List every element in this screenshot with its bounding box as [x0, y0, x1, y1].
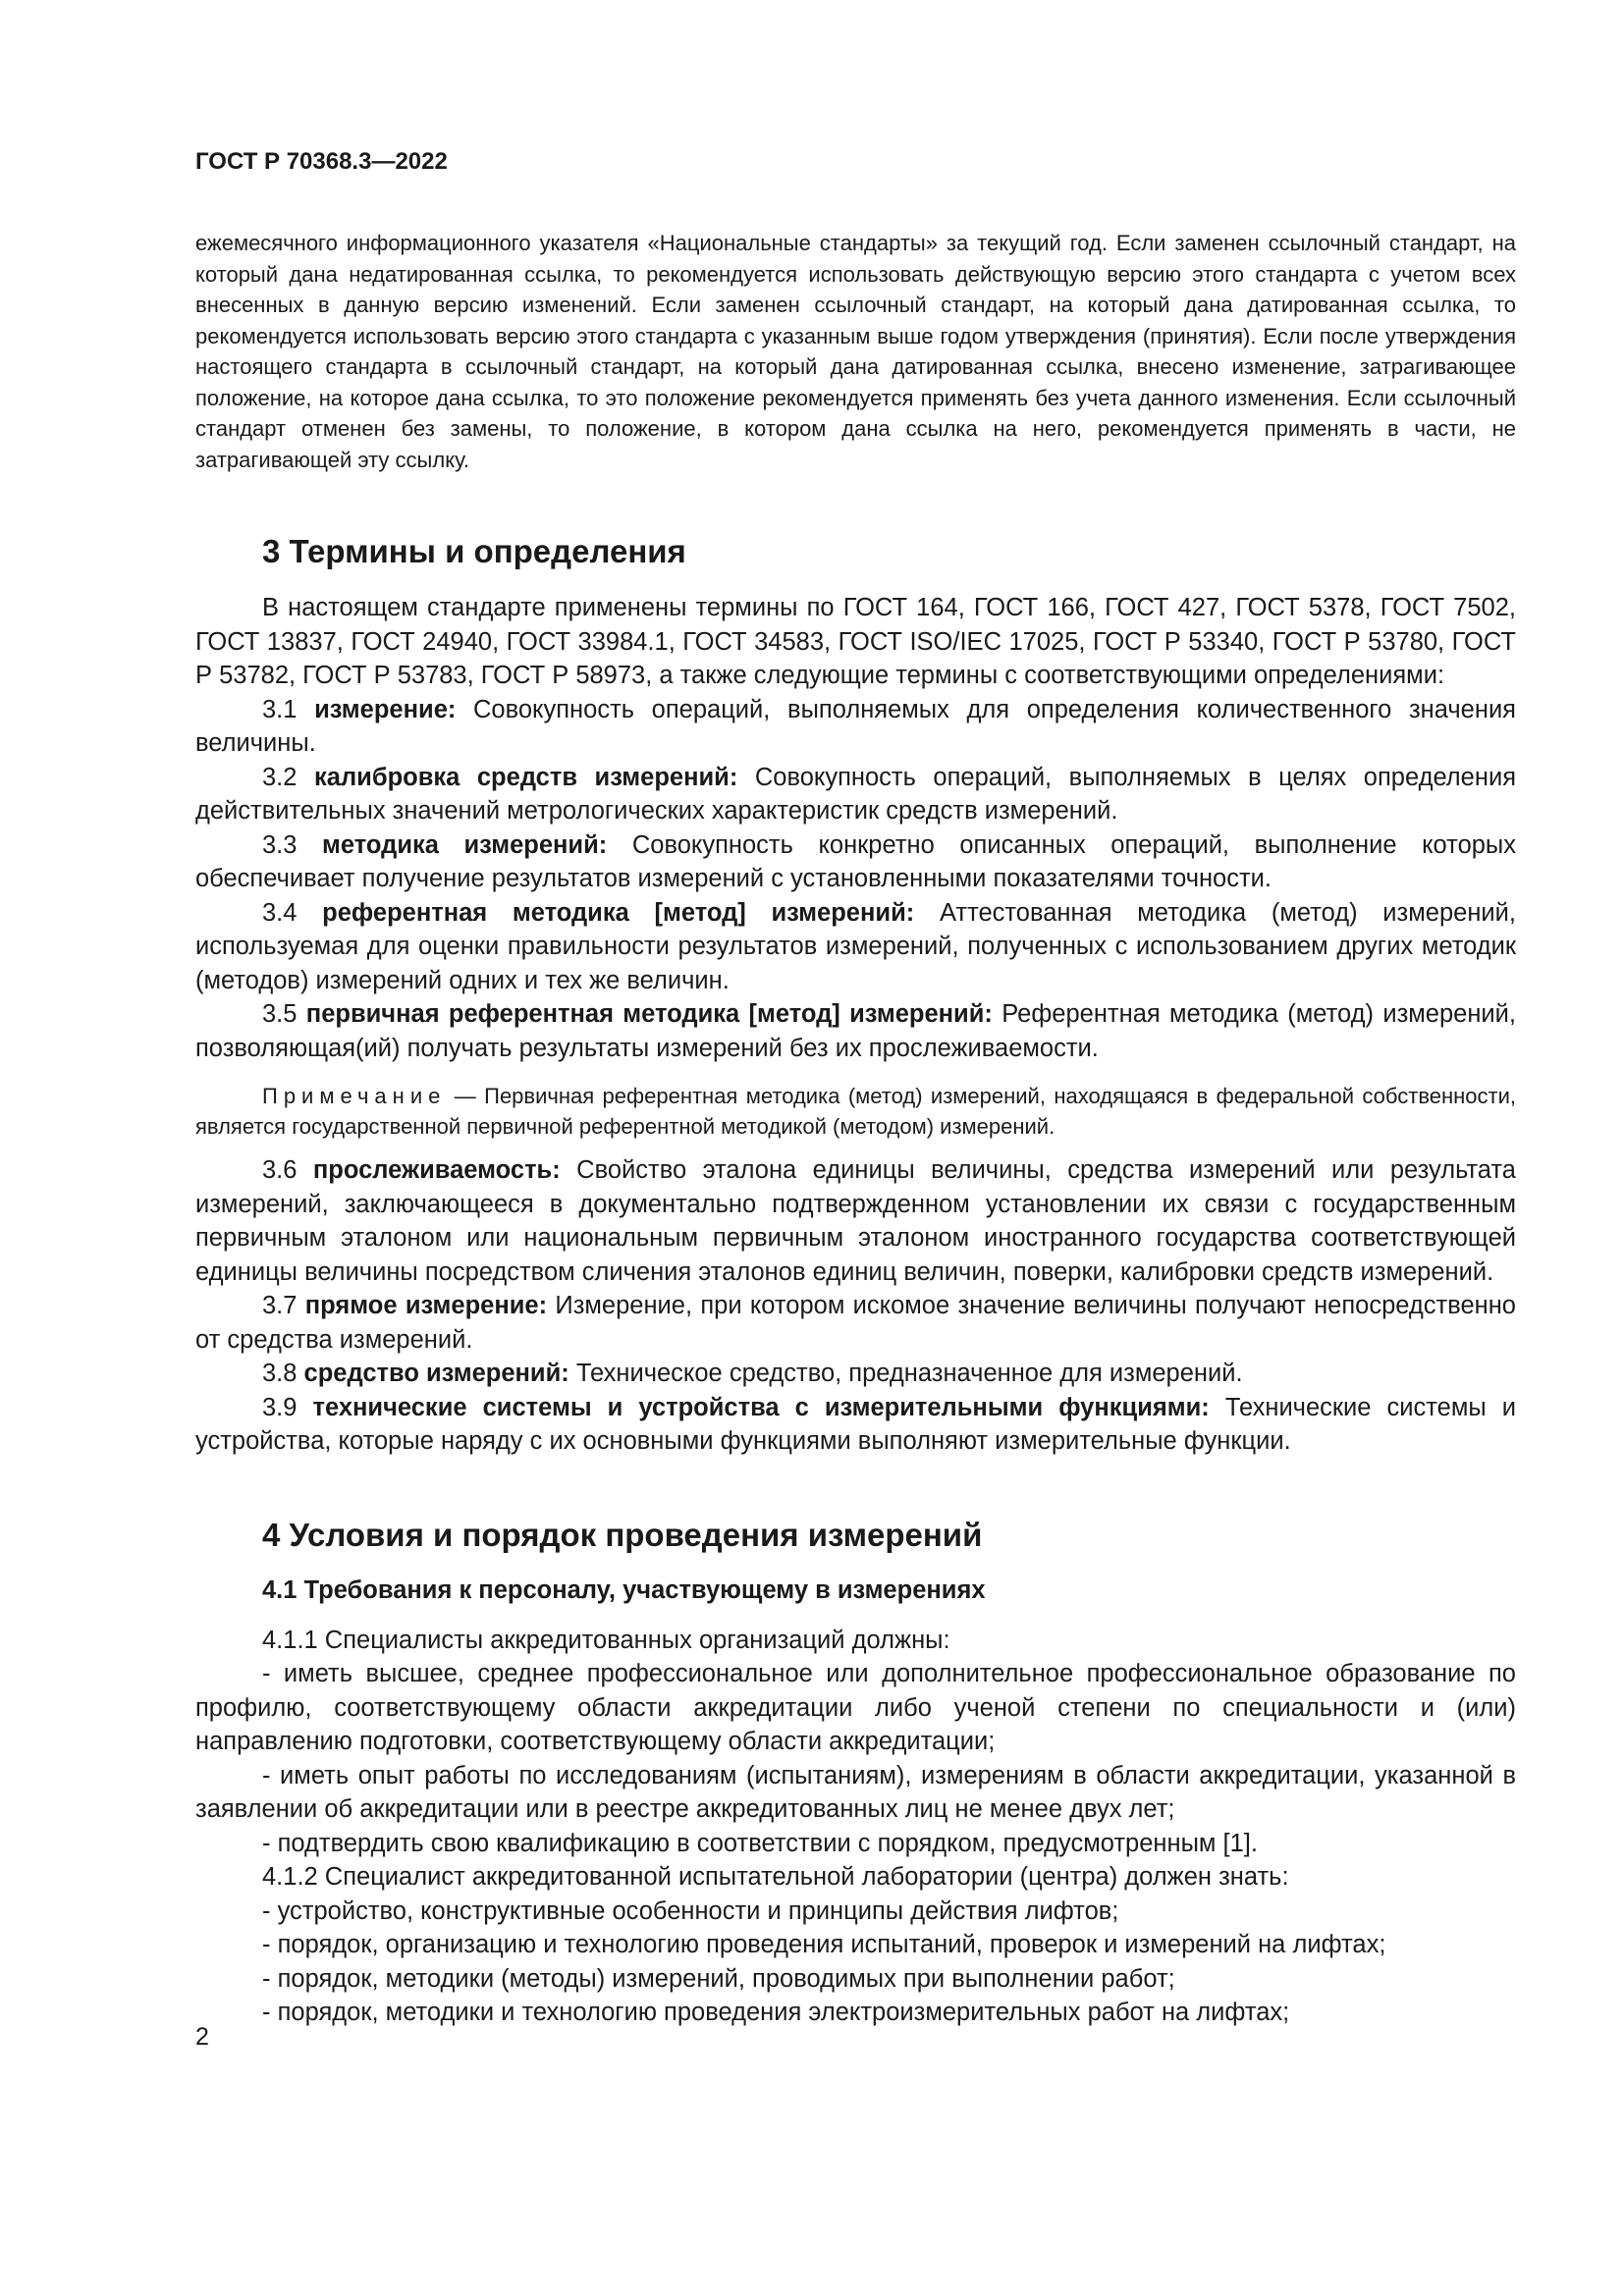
term-number: 3.3 — [262, 830, 298, 859]
term-3-2 — [195, 761, 1516, 828]
term-name: первичная референтная методика [метод] измерений: — [305, 1000, 993, 1028]
term-number: 3.9 — [262, 1393, 298, 1421]
term-3-3 — [195, 828, 1516, 896]
term-3-4 — [195, 896, 1516, 998]
term-definition: Аттестованная методика (метод) измерений, используемая для оценки правильности результатов измерений, полученных с использованием других методик (методов) измерений одних и тех же величин. — [195, 898, 1516, 994]
note-text: — Первичная референтная методика (метод) измерений, находящаяся в федеральной собственности, является государственной первичной референтной методикой (методом) измерений. — [195, 1084, 1516, 1139]
section-3-intro: В настоящем стандарте применены термины по ГОСТ 164, ГОСТ 166, ГОСТ 427, ГОСТ 5378, ГОСТ 7502, ГОСТ 13837, ГОСТ 24940, ГОСТ 33984.1, ГОСТ 34583, ГОСТ ISO/IEC 17025, ГОСТ Р 53340, ГОСТ Р 53780, ГОСТ Р 53782, ГОСТ Р 53783, ГОСТ Р 58973, а также следующие термины с соответствующими определениями: — [195, 594, 1516, 689]
term-name: референтная методика [метод] измерений: — [322, 898, 915, 927]
term-name: измерение: — [314, 695, 457, 723]
term-name: прямое измерение: — [304, 1292, 548, 1319]
term-3-5 — [195, 997, 1516, 1065]
term-name: прослеживаемость: — [312, 1156, 561, 1184]
term-number: 3.6 — [262, 1156, 298, 1184]
list-item: - иметь высшее, среднее профессиональное или дополнительное профессиональное образование по профилю, соответствующему области аккредитации либо ученой степени по специальности и (или) направлению подготовки, соответствующему области аккредитации; — [195, 1660, 1516, 1755]
term-definition: Техническое средство, предназначенное для измерений. — [575, 1360, 1243, 1387]
page-number: 2 — [195, 2023, 209, 2051]
term-3-7 — [195, 1289, 1516, 1357]
term-name: технические системы и устройства с измерительными функциями: — [312, 1393, 1210, 1421]
term-3-9 — [195, 1391, 1516, 1459]
list-item: - порядок, методики и технологию проведения электроизмерительных работ на лифтах; — [262, 1999, 1290, 2026]
intro-block — [195, 228, 1516, 475]
list-item: - устройство, конструктивные особенности и принципы действия лифтов; — [262, 1896, 1119, 1925]
list-item: - подтвердить свою квалификацию в соответствии с порядком, предусмотренным [1]. — [262, 1829, 1258, 1857]
term-definition: Измерение, при котором искомое значение величины получают непосредственно от средства измерений. — [195, 1292, 1516, 1354]
term-number: 3.8 — [262, 1360, 298, 1387]
list-item: - порядок, организацию и технологию проведения испытаний, проверок и измерений на лифтах; — [262, 1931, 1386, 1958]
term-3-8 — [195, 1357, 1516, 1391]
list-item: - порядок, методики (методы) измерений, проводимых при выполнении работ; — [262, 1964, 1175, 1993]
term-definition: Свойство эталона единицы величины, средства измерений или результата измерений, заключающееся в документально подтвержденном установлении их связи с государственным первичным эталоном или национальным первичным эталоном иностранного государства соответствующей единицы величины посредством сличения эталонов единиц величин, поверки, калибровки средств измерений. — [195, 1156, 1516, 1286]
term-definition: Совокупность конкретно описанных операций, выполнение которых обеспечивает получение результатов измерений с установленными показателями точности. — [195, 830, 1517, 892]
term-definition: Технические системы и устройства, которые наряду с их основными функциями выполняют измерительные функции. — [195, 1393, 1516, 1455]
term-number: 3.4 — [262, 898, 298, 927]
document-code-header: ГОСТ Р 70368.3—2022 — [195, 148, 448, 175]
term-name: средство измерений: — [303, 1360, 569, 1387]
document-page — [195, 147, 1516, 2030]
list-item: - иметь опыт работы по исследованиям (испытаниям), измерениям в области аккредитации, указанной в заявлении об аккредитации или в реестре аккредитованных лиц не менее двух лет; — [195, 1761, 1516, 1823]
term-name: методика измерений: — [322, 830, 608, 859]
term-number: 3.5 — [262, 1000, 298, 1028]
section-3-title: 3 Термины и определения — [262, 533, 686, 569]
section-4-1-title: 4.1 Требования к персоналу, участвующему в измерениях — [262, 1575, 986, 1604]
note — [195, 1081, 1516, 1142]
term-number: 3.1 — [262, 695, 298, 723]
term-number: 3.2 — [262, 763, 298, 791]
note-label: Примечание — [262, 1084, 447, 1108]
intro-paragraph: ежемесячного информационного указателя «Национальные стандарты» за текущий год. Если заменен ссылочный стандарт, на который дана недатированная ссылка, то рекомендуется использовать действующую версию этого стандарта с учетом всех внесенных в данную версию изменений. Если заменен ссылочный стандарт, на который дана датированная ссылка, то рекомендуется использовать версию этого стандарта с указанным выше годом утверждения (принятия). Если после утверждения настоящего стандарта в ссылочный стандарт, на который дана датированная ссылка, внесено изменение, затрагивающее положение, на которое дана ссылка, то это положение рекомендуется применять без учета данного изменения. Если ссылочный стандарт отменен без замены, то положение, в котором дана ссылка на него, рекомендуется применять в части, не затрагивающей эту ссылку. — [195, 231, 1516, 472]
term-number: 3.7 — [262, 1292, 298, 1319]
term-definition: Совокупность операций, выполняемых для определения количественного значения величины. — [195, 695, 1516, 757]
term-name: калибровка средств измерений: — [314, 763, 738, 791]
paragraph-4-1-2: 4.1.2 Специалист аккредитованной испытательной лаборатории (центра) должен знать: — [262, 1863, 1289, 1891]
term-definition: Референтная методика (метод) измерений, позволяющая(ий) получать результаты измерений без их прослеживаемости. — [195, 1000, 1517, 1062]
term-3-6 — [195, 1153, 1516, 1289]
term-definition: Совокупность операций, выполняемых в целях определения действительных значений метрологических характеристик средств измерений. — [195, 763, 1516, 825]
paragraph-4-1-1: 4.1.1 Специалисты аккредитованных организаций должны: — [262, 1626, 950, 1654]
term-3-1 — [195, 693, 1516, 761]
section-4-title: 4 Условия и порядок проведения измерений — [262, 1516, 983, 1553]
